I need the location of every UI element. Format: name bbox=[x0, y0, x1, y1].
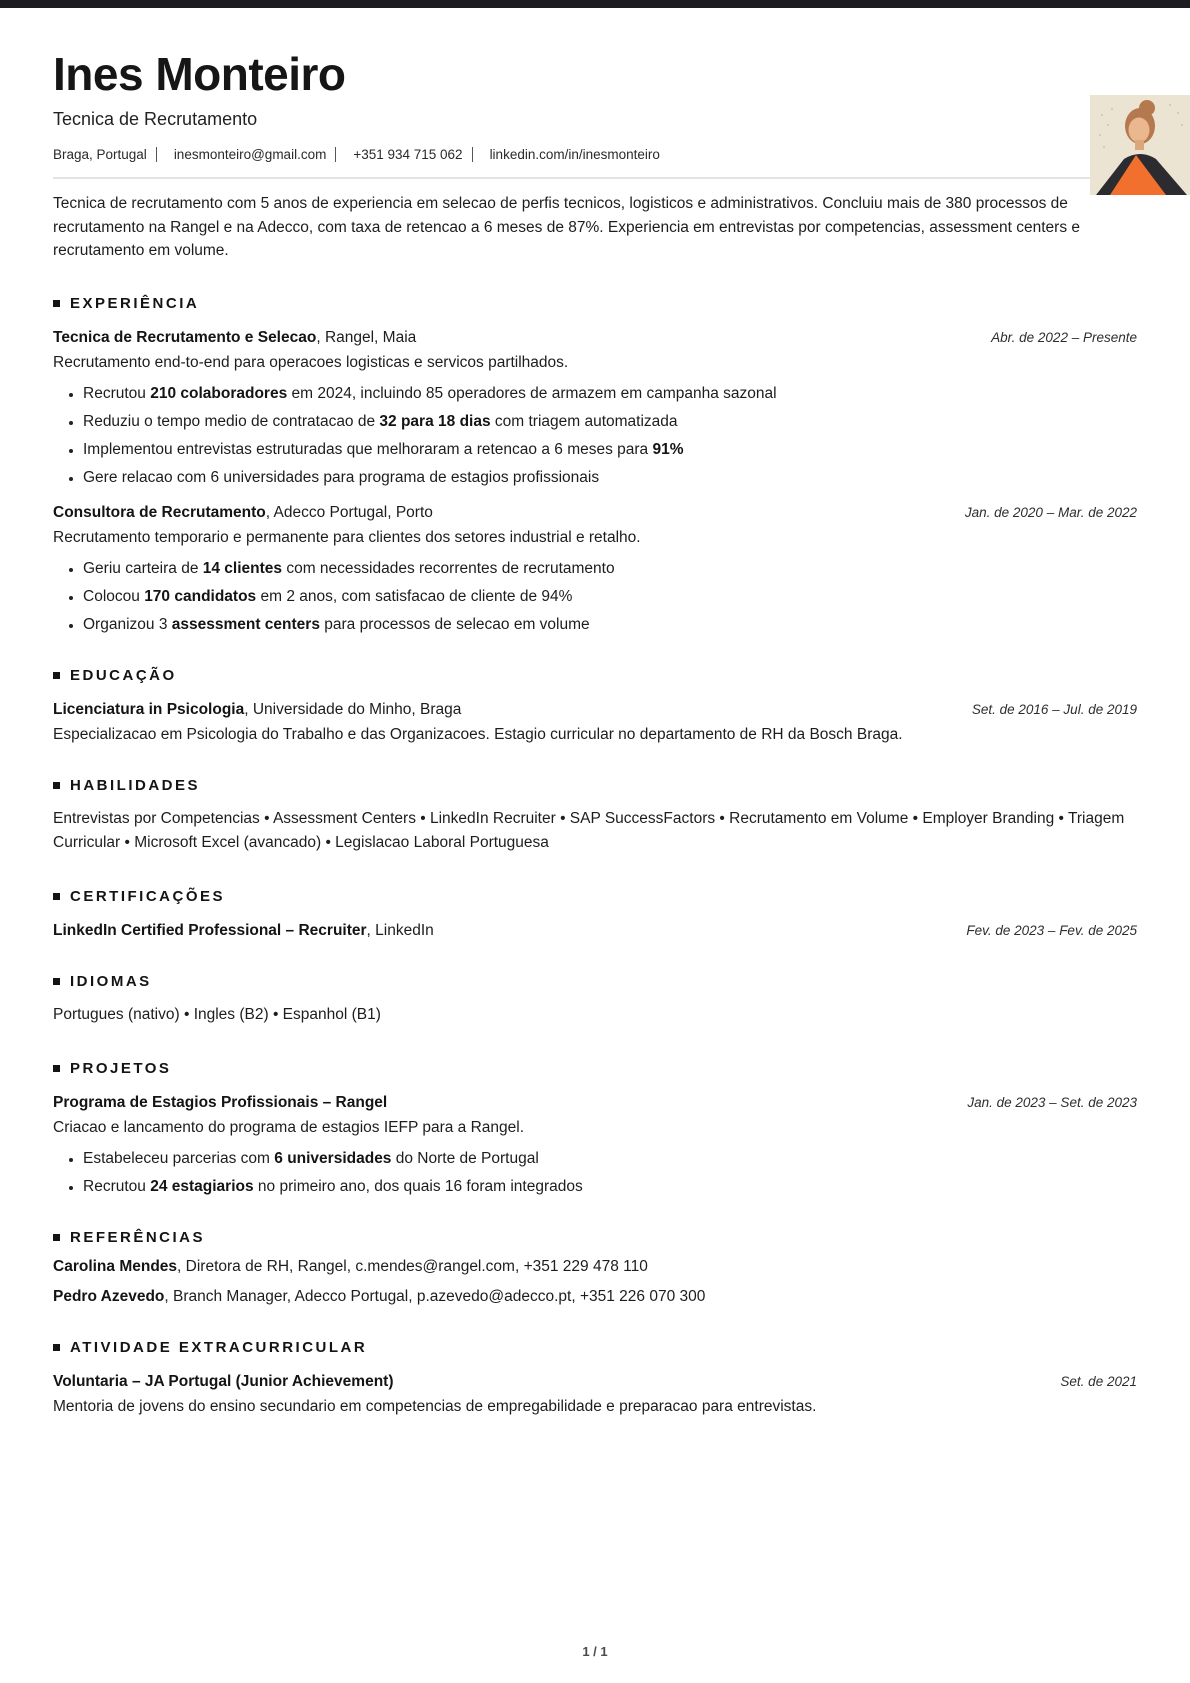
job-title: Tecnica de Recrutamento e Selecao, Rangel, Maia bbox=[53, 329, 417, 347]
reference-line: Pedro Azevedo, Branch Manager, Adecco Portugal, p.azevedo@adecco.pt, +351 226 070 300 bbox=[53, 1288, 706, 1306]
certification-date: Fev. de 2023 – Fev. de 2025 bbox=[966, 923, 1137, 939]
section-heading-label: PROJETOS bbox=[70, 1060, 172, 1078]
profile-photo-illustration bbox=[1090, 95, 1190, 195]
degree-description: Especializacao em Psicologia do Trabalho e das Organizacoes. Estagio curricular no departamento de RH da Bosch Braga. bbox=[53, 726, 903, 744]
square-bullet-icon bbox=[53, 893, 60, 900]
bullet-item: Reduziu o tempo medio de contratacao de 32 para 18 dias com triagem automatizada bbox=[83, 413, 1137, 431]
degree-title: Licenciatura in Psicologia, Universidade do Minho, Braga bbox=[53, 701, 462, 719]
project-entry bbox=[53, 1094, 1137, 1196]
bullet-item: Estabeleceu parcerias com 6 universidades do Norte de Portugal bbox=[83, 1150, 1137, 1168]
section-heading-label: CERTIFICAÇÕES bbox=[70, 888, 226, 906]
section-heading-extracurricular bbox=[53, 1339, 1137, 1356]
section-heading-experience bbox=[53, 295, 1137, 312]
job-description: Recrutamento temporario e permanente para clientes dos setores industrial e retalho. bbox=[53, 529, 641, 547]
section-heading-label: EXPERIÊNCIA bbox=[70, 295, 200, 313]
job-bullet-list bbox=[53, 560, 1137, 634]
bullet-item: Recrutou 210 colaboradores em 2024, incluindo 85 operadores de armazem em campanha sazonal bbox=[83, 385, 1137, 403]
square-bullet-icon bbox=[53, 1344, 60, 1351]
bullet-item: Recrutou 24 estagiarios no primeiro ano, dos quais 16 foram integrados bbox=[83, 1178, 1137, 1196]
bullet-item: Colocou 170 candidatos em 2 anos, com satisfacao de cliente de 94% bbox=[83, 588, 1137, 606]
contact-phone: +351 934 715 062 bbox=[353, 147, 463, 163]
top-accent-bar bbox=[0, 0, 1190, 8]
section-heading-education bbox=[53, 667, 1137, 684]
project-title: Programa de Estagios Profissionais – Rangel bbox=[53, 1094, 388, 1112]
education-entry bbox=[53, 701, 1137, 744]
bullet-item: Organizou 3 assessment centers para processos de selecao em volume bbox=[83, 616, 1137, 634]
job-title: Consultora de Recrutamento, Adecco Portugal, Porto bbox=[53, 504, 433, 522]
job-date: Abr. de 2022 – Presente bbox=[991, 330, 1137, 346]
contact-linkedin[interactable]: linkedin.com/in/inesmonteiro bbox=[489, 147, 660, 163]
activity-description: Mentoria de jovens do ensino secundario em competencias de empregabilidade e preparacao para entrevistas. bbox=[53, 1398, 817, 1416]
certification-entry bbox=[53, 922, 1137, 940]
separator-bar bbox=[335, 147, 336, 162]
contact-location: Braga, Portugal bbox=[53, 147, 147, 163]
section-heading-label: EDUCAÇÃO bbox=[70, 667, 177, 685]
candidate-title: Tecnica de Recrutamento bbox=[53, 109, 258, 130]
entry-header bbox=[53, 1373, 1137, 1391]
summary-paragraph: Tecnica de recrutamento com 5 anos de experiencia em selecao de perfis tecnicos, logisticos e administrativos. Concluiu mais de 380 processos de recrutamento na Rangel e na Adecco, com taxa de retencao a 6 meses de 87%. Experiencia em entrevistas por competencias, assessment centers e recrutamento em volume. bbox=[53, 195, 1080, 259]
project-bullet-list bbox=[53, 1150, 1137, 1196]
section-heading-label: REFERÊNCIAS bbox=[70, 1229, 206, 1247]
entry-header bbox=[53, 922, 1137, 940]
resume-page bbox=[0, 50, 1190, 1416]
section-heading-label: IDIOMAS bbox=[70, 973, 152, 991]
section-heading-languages bbox=[53, 973, 1137, 990]
activity-entry bbox=[53, 1373, 1137, 1416]
separator-bar bbox=[156, 147, 157, 162]
square-bullet-icon bbox=[53, 1065, 60, 1072]
candidate-name: Ines Monteiro bbox=[53, 48, 346, 100]
square-bullet-icon bbox=[53, 782, 60, 789]
languages-list: Portugues (nativo) • Ingles (B2) • Espanhol (B1) bbox=[53, 1006, 381, 1024]
entry-header bbox=[53, 701, 1137, 719]
section-heading-projects bbox=[53, 1060, 1137, 1077]
section-heading-label: ATIVIDADE EXTRACURRICULAR bbox=[70, 1339, 368, 1357]
square-bullet-icon bbox=[53, 672, 60, 679]
bullet-item: Gere relacao com 6 universidades para programa de estagios profissionais bbox=[83, 469, 1137, 487]
profile-photo bbox=[1090, 95, 1190, 195]
entry-header bbox=[53, 329, 1137, 347]
separator-bar bbox=[472, 147, 473, 162]
square-bullet-icon bbox=[53, 1234, 60, 1241]
resume-header bbox=[53, 50, 1137, 162]
contact-line bbox=[53, 147, 1137, 162]
job-date: Jan. de 2020 – Mar. de 2022 bbox=[964, 505, 1137, 521]
entry-header bbox=[53, 504, 1137, 522]
job-description: Recrutamento end-to-end para operacoes logisticas e servicos partilhados. bbox=[53, 354, 569, 372]
experience-entry bbox=[53, 504, 1137, 634]
certification-title: LinkedIn Certified Professional – Recruiter, LinkedIn bbox=[53, 922, 434, 940]
section-heading-label: HABILIDADES bbox=[70, 777, 201, 795]
project-description: Criacao e lancamento do programa de estagios IEFP para a Rangel. bbox=[53, 1119, 525, 1137]
section-heading-skills bbox=[53, 777, 1137, 794]
skills-list: Entrevistas por Competencias • Assessment Centers • LinkedIn Recruiter • SAP SuccessFactors • Recrutamento em Volume • Employer Branding • Triagem Curricular • Microsoft Excel (avancado) • Legislacao Laboral Portuguesa bbox=[53, 810, 1125, 852]
experience-entry bbox=[53, 329, 1137, 487]
activity-title: Voluntaria – JA Portugal (Junior Achievement) bbox=[53, 1373, 394, 1391]
section-heading-certifications bbox=[53, 888, 1137, 905]
contact-email[interactable]: inesmonteiro@gmail.com bbox=[173, 147, 327, 163]
degree-date: Set. de 2016 – Jul. de 2019 bbox=[971, 702, 1137, 718]
header-divider bbox=[53, 177, 1137, 179]
entry-header bbox=[53, 1094, 1137, 1112]
activity-date: Set. de 2021 bbox=[1060, 1374, 1137, 1390]
job-bullet-list bbox=[53, 385, 1137, 487]
page-indicator: 1 / 1 bbox=[582, 1644, 608, 1659]
project-date: Jan. de 2023 – Set. de 2023 bbox=[967, 1095, 1137, 1111]
section-heading-references bbox=[53, 1229, 1137, 1246]
bullet-item: Implementou entrevistas estruturadas que melhoraram a retencao a 6 meses para 91% bbox=[83, 441, 1137, 459]
reference-line: Carolina Mendes, Diretora de RH, Rangel, c.mendes@rangel.com, +351 229 478 110 bbox=[53, 1258, 648, 1276]
bullet-item: Geriu carteira de 14 clientes com necessidades recorrentes de recrutamento bbox=[83, 560, 1137, 578]
square-bullet-icon bbox=[53, 978, 60, 985]
square-bullet-icon bbox=[53, 300, 60, 307]
